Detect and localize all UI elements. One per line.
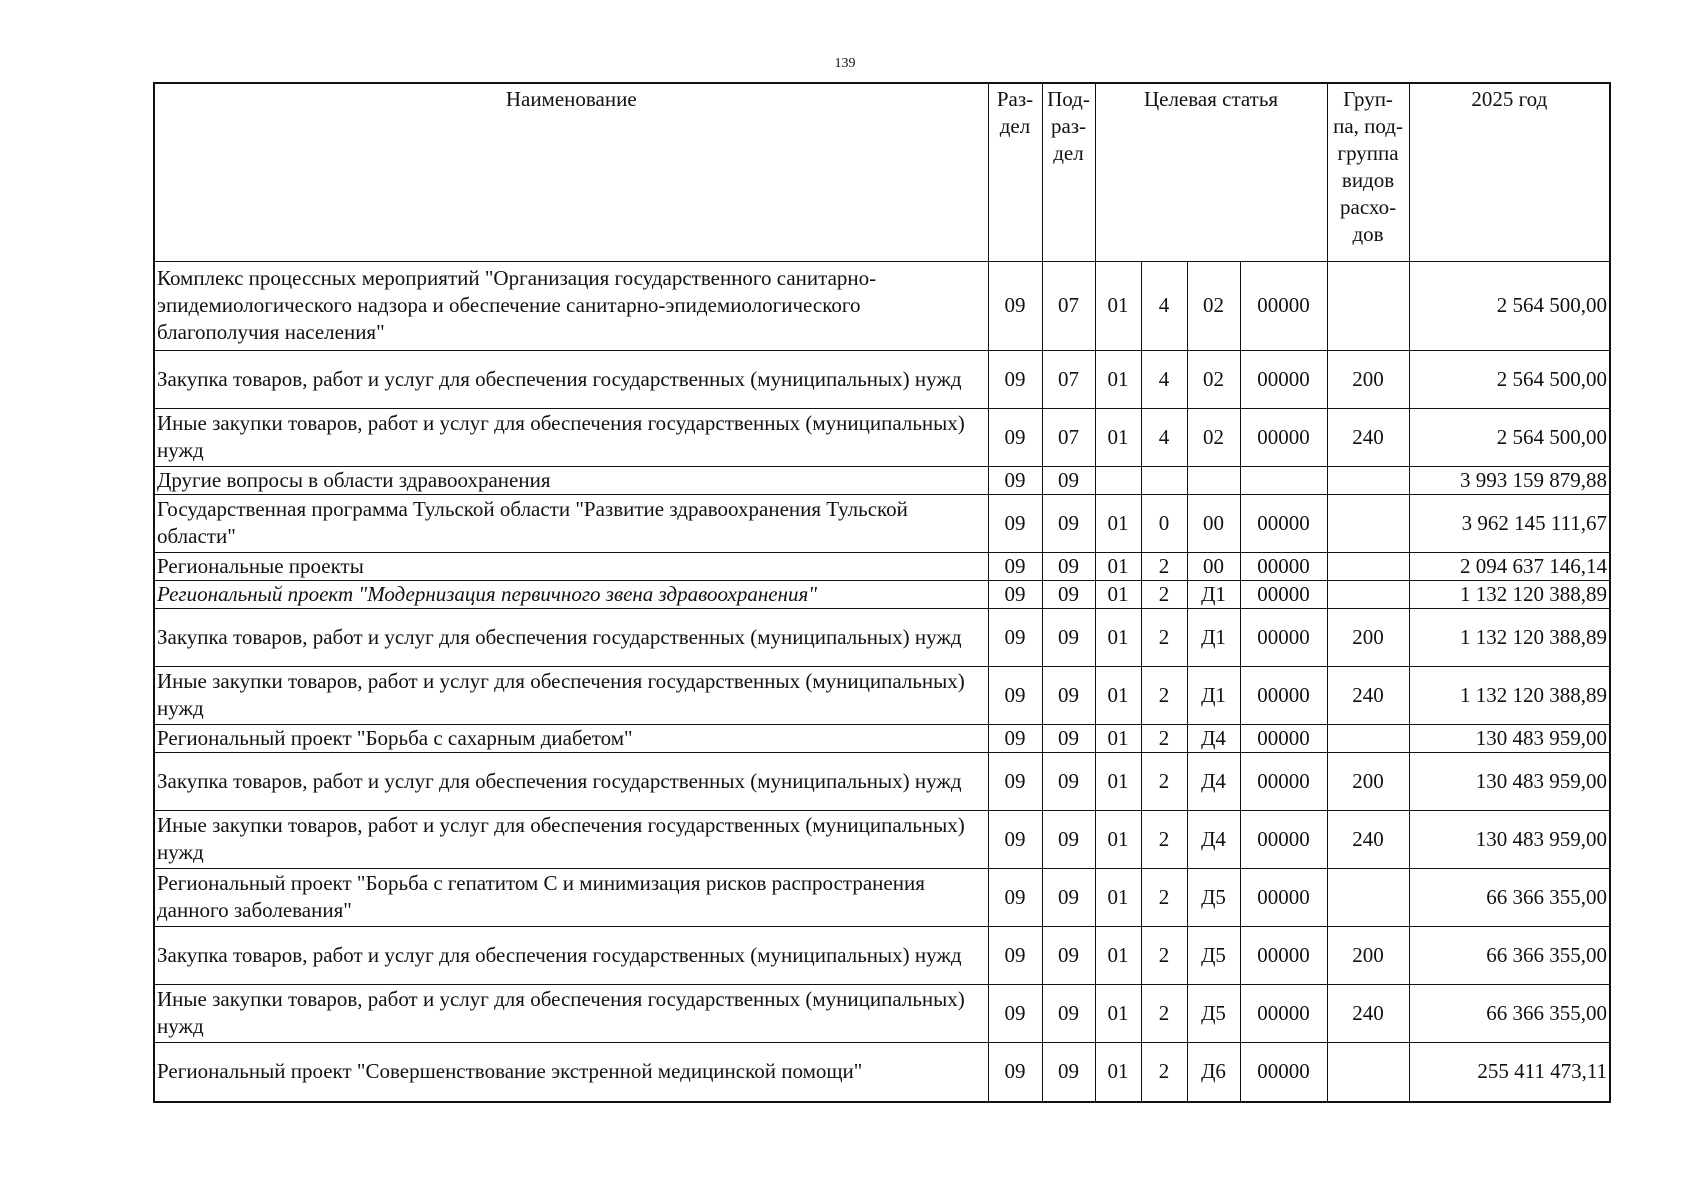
row-podrazdel: 09 <box>1042 1042 1095 1102</box>
row-podrazdel: 09 <box>1042 466 1095 494</box>
row-amount: 2 564 500,00 <box>1409 350 1610 408</box>
row-name: Региональный проект "Модернизация первичного звена здравоохранения" <box>154 580 988 608</box>
row-target-type: 2 <box>1141 926 1187 984</box>
row-target-type: 2 <box>1141 810 1187 868</box>
row-podrazdel: 09 <box>1042 752 1095 810</box>
row-target-structure: 02 <box>1187 350 1240 408</box>
row-name: Закупка товаров, работ и услуг для обеспечения государственных (муниципальных) нужд <box>154 752 988 810</box>
row-name: Государственная программа Тульской области "Развитие здравоохранения Тульской области" <box>154 494 988 552</box>
row-target-program: 01 <box>1095 868 1141 926</box>
row-expense-group: 200 <box>1327 752 1409 810</box>
row-expense-group: 200 <box>1327 350 1409 408</box>
header-target-article: Целевая статья <box>1095 83 1327 261</box>
row-expense-group <box>1327 261 1409 350</box>
row-amount: 2 564 500,00 <box>1409 261 1610 350</box>
row-expense-group <box>1327 724 1409 752</box>
table-row <box>154 666 1610 724</box>
row-amount: 1 132 120 388,89 <box>1409 580 1610 608</box>
row-target-structure: 02 <box>1187 408 1240 466</box>
row-target-type: 2 <box>1141 608 1187 666</box>
row-expense-group: 200 <box>1327 926 1409 984</box>
table-row <box>154 580 1610 608</box>
row-target-structure: Д5 <box>1187 868 1240 926</box>
row-target-type: 2 <box>1141 752 1187 810</box>
row-podrazdel: 09 <box>1042 552 1095 580</box>
row-razdel: 09 <box>988 350 1042 408</box>
row-target-program: 01 <box>1095 552 1141 580</box>
row-target-program: 01 <box>1095 984 1141 1042</box>
row-amount: 3 993 159 879,88 <box>1409 466 1610 494</box>
table-row <box>154 868 1610 926</box>
row-podrazdel: 09 <box>1042 810 1095 868</box>
row-razdel: 09 <box>988 868 1042 926</box>
row-name: Региональный проект "Борьба с сахарным диабетом" <box>154 724 988 752</box>
row-target-direction: 00000 <box>1240 810 1327 868</box>
row-target-type: 2 <box>1141 552 1187 580</box>
row-razdel: 09 <box>988 752 1042 810</box>
row-amount: 2 564 500,00 <box>1409 408 1610 466</box>
row-expense-group <box>1327 552 1409 580</box>
row-amount: 2 094 637 146,14 <box>1409 552 1610 580</box>
row-target-direction: 00000 <box>1240 350 1327 408</box>
row-target-structure: 00 <box>1187 494 1240 552</box>
page-number: 139 <box>834 56 856 71</box>
row-amount: 1 132 120 388,89 <box>1409 608 1610 666</box>
row-podrazdel: 09 <box>1042 666 1095 724</box>
row-expense-group <box>1327 580 1409 608</box>
row-name: Закупка товаров, работ и услуг для обеспечения государственных (муниципальных) нужд <box>154 608 988 666</box>
row-target-program: 01 <box>1095 494 1141 552</box>
row-target-structure: Д6 <box>1187 1042 1240 1102</box>
row-target-direction: 00000 <box>1240 580 1327 608</box>
row-razdel: 09 <box>988 724 1042 752</box>
row-podrazdel: 09 <box>1042 984 1095 1042</box>
row-razdel: 09 <box>988 984 1042 1042</box>
row-name: Иные закупки товаров, работ и услуг для обеспечения государственных (муниципальных) нужд <box>154 408 988 466</box>
table-row <box>154 1042 1610 1102</box>
row-target-program: 01 <box>1095 666 1141 724</box>
row-target-structure: Д5 <box>1187 926 1240 984</box>
row-name: Региональный проект "Борьба с гепатитом С и минимизация рисков распространения данного заболевания" <box>154 868 988 926</box>
row-target-direction <box>1240 466 1327 494</box>
header-year: 2025 год <box>1409 83 1610 261</box>
row-target-direction: 00000 <box>1240 752 1327 810</box>
table-row <box>154 408 1610 466</box>
table-row <box>154 724 1610 752</box>
row-name: Закупка товаров, работ и услуг для обеспечения государственных (муниципальных) нужд <box>154 350 988 408</box>
row-target-program <box>1095 466 1141 494</box>
header-row <box>154 83 1610 261</box>
row-target-program: 01 <box>1095 580 1141 608</box>
row-expense-group: 200 <box>1327 608 1409 666</box>
row-target-structure: Д4 <box>1187 810 1240 868</box>
table-body <box>154 261 1610 1102</box>
row-target-structure: 00 <box>1187 552 1240 580</box>
row-name: Другие вопросы в области здравоохранения <box>154 466 988 494</box>
row-target-program: 01 <box>1095 608 1141 666</box>
row-target-direction: 00000 <box>1240 408 1327 466</box>
row-razdel: 09 <box>988 261 1042 350</box>
row-target-program: 01 <box>1095 810 1141 868</box>
row-target-direction: 00000 <box>1240 926 1327 984</box>
row-name: Комплекс процессных мероприятий "Организация государственного санитарно-эпидемиологического надзора и обеспечение санитарно-эпидемиологического благополучия населения" <box>154 261 988 350</box>
table-row <box>154 261 1610 350</box>
row-amount: 255 411 473,11 <box>1409 1042 1610 1102</box>
row-target-direction: 00000 <box>1240 261 1327 350</box>
row-razdel: 09 <box>988 580 1042 608</box>
row-target-program: 01 <box>1095 350 1141 408</box>
table-row <box>154 466 1610 494</box>
row-target-type: 2 <box>1141 984 1187 1042</box>
row-target-direction: 00000 <box>1240 666 1327 724</box>
row-name: Иные закупки товаров, работ и услуг для обеспечения государственных (муниципальных) нужд <box>154 984 988 1042</box>
row-amount: 130 483 959,00 <box>1409 724 1610 752</box>
row-amount: 66 366 355,00 <box>1409 984 1610 1042</box>
row-name: Иные закупки товаров, работ и услуг для обеспечения государственных (муниципальных) нужд <box>154 810 988 868</box>
row-expense-group <box>1327 494 1409 552</box>
table-row <box>154 350 1610 408</box>
row-target-type: 4 <box>1141 350 1187 408</box>
row-amount: 130 483 959,00 <box>1409 752 1610 810</box>
header-name: Наименование <box>154 83 988 261</box>
row-podrazdel: 07 <box>1042 350 1095 408</box>
row-razdel: 09 <box>988 926 1042 984</box>
row-target-structure: Д1 <box>1187 666 1240 724</box>
row-expense-group <box>1327 868 1409 926</box>
budget-table <box>153 82 1611 1103</box>
row-target-direction: 00000 <box>1240 1042 1327 1102</box>
row-razdel: 09 <box>988 408 1042 466</box>
row-target-structure <box>1187 466 1240 494</box>
row-razdel: 09 <box>988 466 1042 494</box>
row-razdel: 09 <box>988 810 1042 868</box>
row-target-type: 4 <box>1141 261 1187 350</box>
row-expense-group: 240 <box>1327 666 1409 724</box>
row-expense-group <box>1327 1042 1409 1102</box>
table-row <box>154 608 1610 666</box>
row-target-type: 4 <box>1141 408 1187 466</box>
row-target-type: 2 <box>1141 1042 1187 1102</box>
row-target-direction: 00000 <box>1240 552 1327 580</box>
row-podrazdel: 07 <box>1042 408 1095 466</box>
table-row <box>154 752 1610 810</box>
row-expense-group: 240 <box>1327 984 1409 1042</box>
table-row <box>154 810 1610 868</box>
table-row <box>154 984 1610 1042</box>
row-target-type: 2 <box>1141 868 1187 926</box>
table-row <box>154 552 1610 580</box>
row-target-structure: Д1 <box>1187 580 1240 608</box>
row-target-type <box>1141 466 1187 494</box>
row-target-program: 01 <box>1095 926 1141 984</box>
row-podrazdel: 09 <box>1042 608 1095 666</box>
row-razdel: 09 <box>988 608 1042 666</box>
header-expense-group: Груп- па, под- группа видов расхо- дов <box>1327 83 1409 261</box>
row-razdel: 09 <box>988 552 1042 580</box>
table-row <box>154 926 1610 984</box>
row-name: Иные закупки товаров, работ и услуг для обеспечения государственных (муниципальных) нужд <box>154 666 988 724</box>
row-target-program: 01 <box>1095 1042 1141 1102</box>
row-podrazdel: 09 <box>1042 724 1095 752</box>
row-amount: 66 366 355,00 <box>1409 926 1610 984</box>
header-razdel: Раз- дел <box>988 83 1042 261</box>
row-amount: 130 483 959,00 <box>1409 810 1610 868</box>
header-podrazdel: Под- раз- дел <box>1042 83 1095 261</box>
row-target-structure: Д4 <box>1187 752 1240 810</box>
row-name: Региональный проект "Совершенствование экстренной медицинской помощи" <box>154 1042 988 1102</box>
row-target-program: 01 <box>1095 724 1141 752</box>
row-target-program: 01 <box>1095 752 1141 810</box>
row-expense-group: 240 <box>1327 408 1409 466</box>
row-target-type: 0 <box>1141 494 1187 552</box>
row-target-direction: 00000 <box>1240 608 1327 666</box>
row-target-type: 2 <box>1141 666 1187 724</box>
row-target-type: 2 <box>1141 580 1187 608</box>
row-target-direction: 00000 <box>1240 724 1327 752</box>
row-target-structure: 02 <box>1187 261 1240 350</box>
row-razdel: 09 <box>988 666 1042 724</box>
row-amount: 3 962 145 111,67 <box>1409 494 1610 552</box>
row-amount: 1 132 120 388,89 <box>1409 666 1610 724</box>
row-target-direction: 00000 <box>1240 868 1327 926</box>
row-name: Региональные проекты <box>154 552 988 580</box>
row-target-direction: 00000 <box>1240 984 1327 1042</box>
row-expense-group: 240 <box>1327 810 1409 868</box>
row-target-program: 01 <box>1095 261 1141 350</box>
row-target-structure: Д4 <box>1187 724 1240 752</box>
row-podrazdel: 09 <box>1042 580 1095 608</box>
row-expense-group <box>1327 466 1409 494</box>
row-podrazdel: 09 <box>1042 868 1095 926</box>
row-target-type: 2 <box>1141 724 1187 752</box>
row-razdel: 09 <box>988 1042 1042 1102</box>
row-razdel: 09 <box>988 494 1042 552</box>
row-podrazdel: 07 <box>1042 261 1095 350</box>
row-target-program: 01 <box>1095 408 1141 466</box>
row-amount: 66 366 355,00 <box>1409 868 1610 926</box>
row-target-direction: 00000 <box>1240 494 1327 552</box>
row-target-structure: Д1 <box>1187 608 1240 666</box>
table-row <box>154 494 1610 552</box>
row-podrazdel: 09 <box>1042 494 1095 552</box>
row-name: Закупка товаров, работ и услуг для обеспечения государственных (муниципальных) нужд <box>154 926 988 984</box>
row-target-structure: Д5 <box>1187 984 1240 1042</box>
row-podrazdel: 09 <box>1042 926 1095 984</box>
